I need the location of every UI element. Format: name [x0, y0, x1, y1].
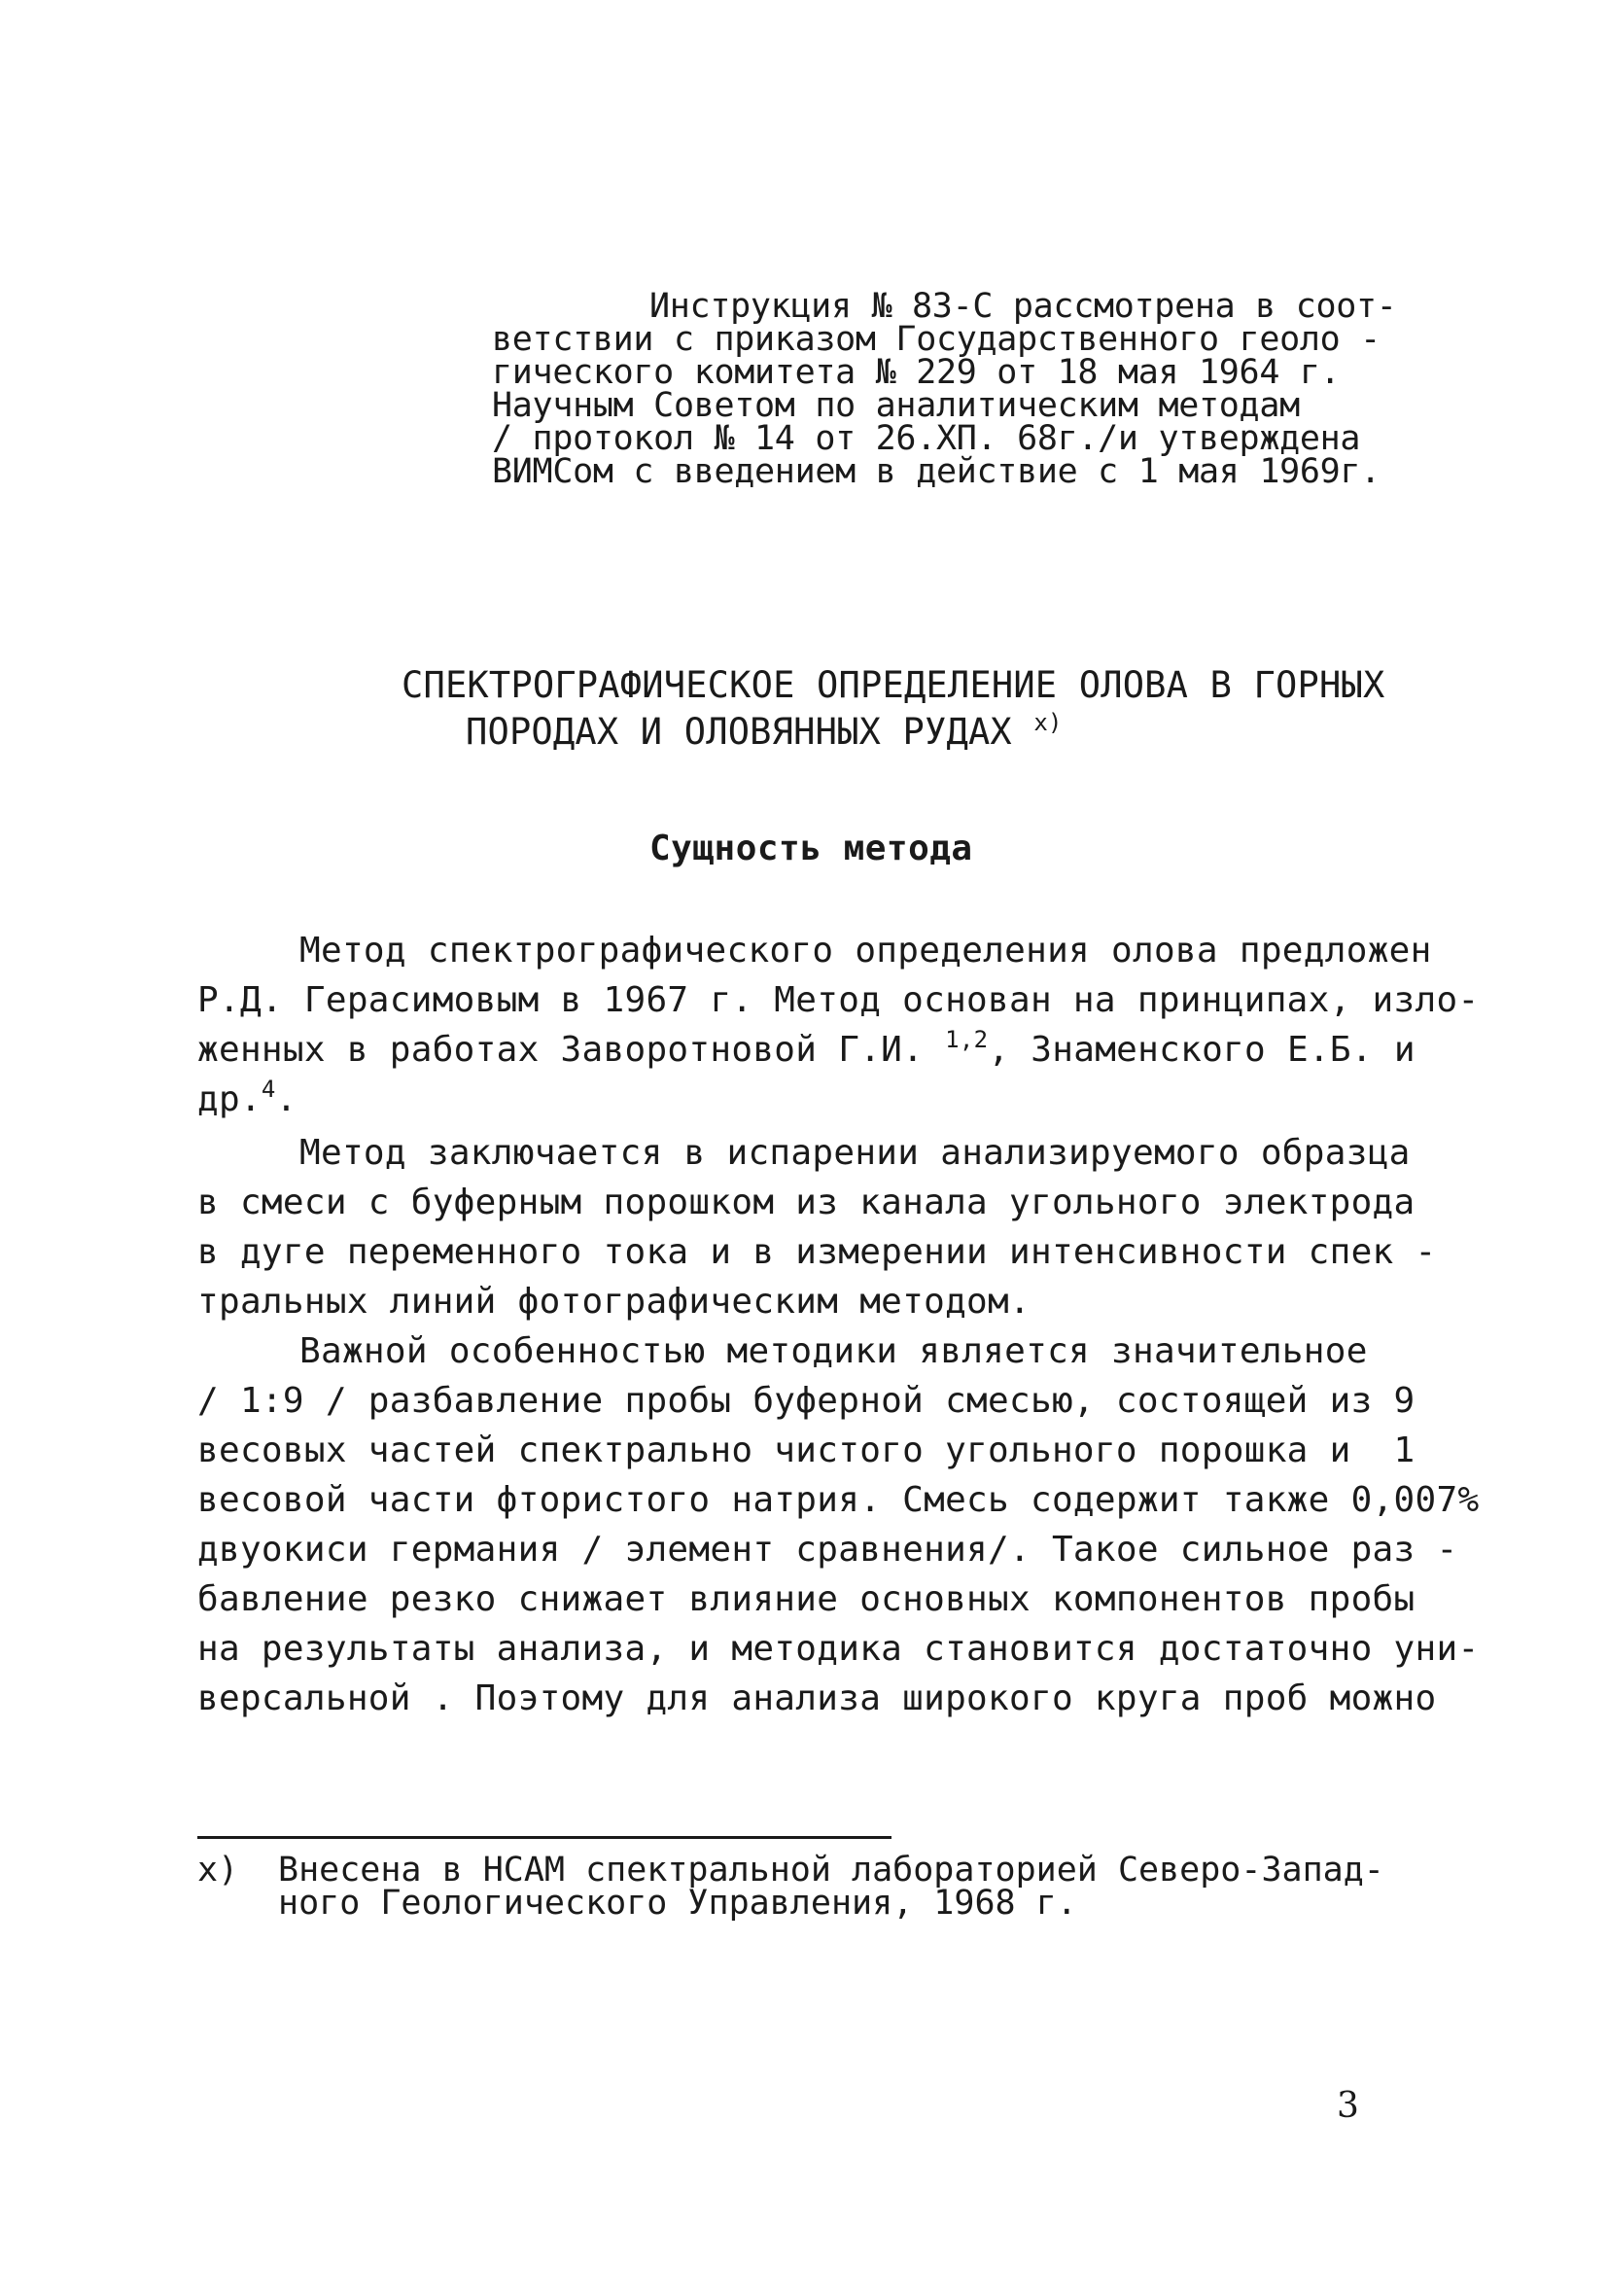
- body-line: [197, 1025, 1416, 1075]
- body-line: Метод спектрографического определения олова предложен: [299, 931, 1432, 971]
- footnote-line: Внесена в НСАМ спектральной лабораторией Северо-Запад-: [278, 1851, 1384, 1890]
- title-line-2: [466, 708, 1063, 757]
- body-text: женных в работах Заворотновой Г.И.: [197, 1030, 946, 1070]
- body-line: весовых частей спектрально чистого угольного порошка и 1: [197, 1431, 1416, 1470]
- reference-superscript: 4: [261, 1076, 276, 1103]
- body-text: , Знаменского Е.Б. и: [988, 1030, 1416, 1070]
- body-line: Р.Д. Герасимовым в 1967 г. Метод основан на принципах, изло-: [197, 980, 1480, 1020]
- footnote-marker: x): [197, 1851, 239, 1890]
- approval-note-line: Научным Советом по аналитическим методам: [492, 386, 1300, 425]
- body-line: на результаты анализа, и методика становится достаточно уни-: [197, 1629, 1480, 1669]
- approval-note-line: ветствии с приказом Государственного геоло -: [492, 320, 1381, 359]
- footnote-line: ного Геологического Управления, 1968 г.: [278, 1884, 1077, 1923]
- approval-note-line: / протокол № 14 от 26.ХП. 68г./и утверждена: [492, 419, 1361, 458]
- title-line-2-text: ПОРОДАХ И ОЛОВЯННЫХ РУДАХ: [466, 711, 1012, 753]
- page-number: 3: [1337, 2086, 1359, 2126]
- approval-note-line: ВИМСом с введением в действие с 1 мая 1969г.: [492, 452, 1381, 491]
- body-line: Важной особенностью методики является значительное: [299, 1331, 1368, 1371]
- footnote-divider: [197, 1836, 891, 1839]
- body-line: в смеси с буферным порошком из канала угольного электрода: [197, 1183, 1416, 1222]
- section-heading: Сущность метода: [649, 829, 973, 868]
- body-line: / 1:9 / разбавление пробы буферной смесью, состоящей из 9: [197, 1381, 1416, 1421]
- body-line: Метод заключается в испарении анализируемого образца: [299, 1133, 1411, 1173]
- body-line: [197, 1075, 297, 1124]
- body-text: др.: [197, 1079, 262, 1119]
- body-line: тральных линий фотографическим методом.: [197, 1282, 1031, 1322]
- body-line: версальной . Поэтому для анализа широкого круга проб можно: [197, 1678, 1437, 1718]
- title-footnote-marker: x): [1033, 709, 1063, 736]
- body-line: весовой части фтористого натрия. Смесь содержит также 0,007%: [197, 1480, 1480, 1520]
- approval-note-line: Инструкция № 83-С рассмотрена в соот-: [649, 287, 1397, 326]
- body-line: бавление резко снижает влияние основных компонентов пробы: [197, 1579, 1416, 1619]
- title-line-1: СПЕКТРОГРАФИЧЕСКОЕ ОПРЕДЕЛЕНИЕ ОЛОВА В ГОРНЫХ: [402, 664, 1385, 706]
- approval-note-line: гического комитета № 229 от 18 мая 1964 г.: [492, 353, 1341, 392]
- body-text: .: [275, 1079, 297, 1119]
- reference-superscript: 1,2: [945, 1026, 989, 1053]
- body-line: в дуге переменного тока и в измерении интенсивности спек -: [197, 1232, 1437, 1272]
- body-line: двуокиси германия / элемент сравнения/. Такое сильное раз -: [197, 1530, 1458, 1570]
